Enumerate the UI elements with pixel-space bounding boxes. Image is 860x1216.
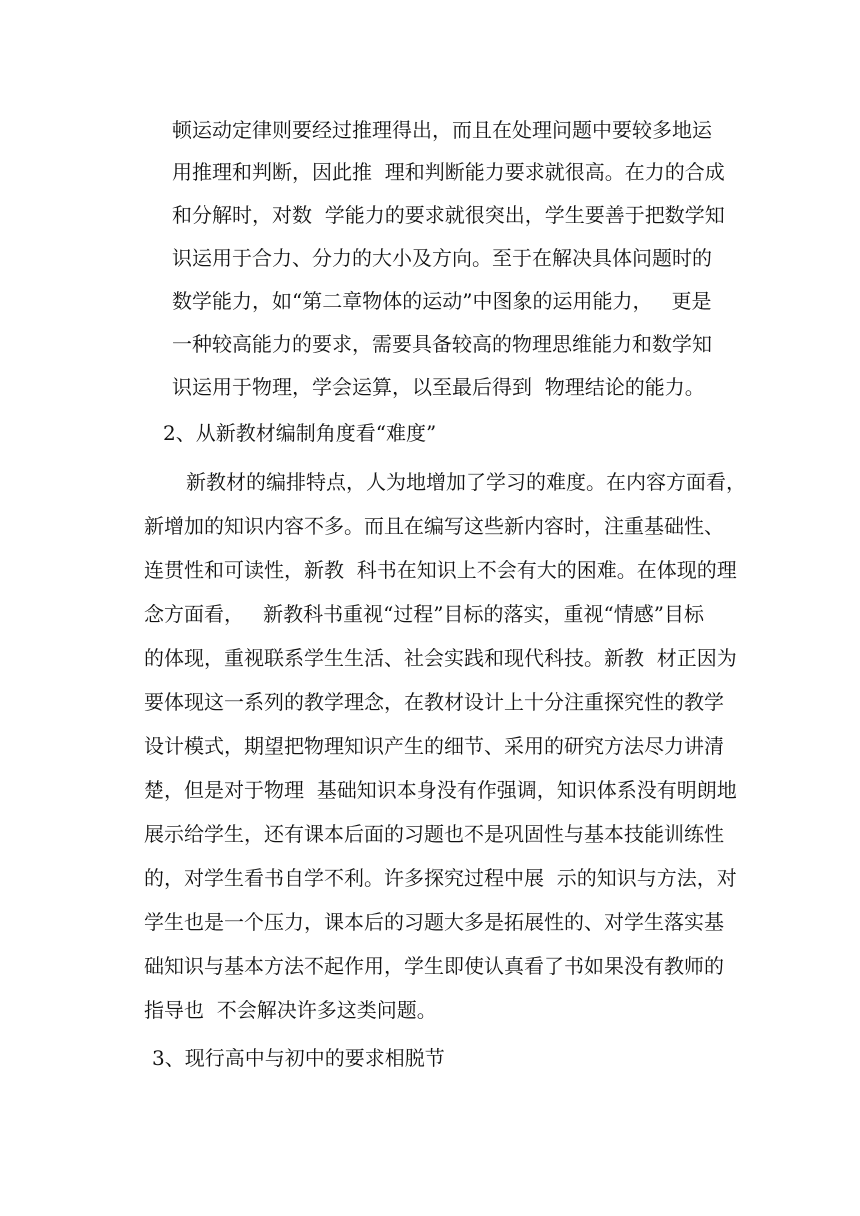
text-line: 础知识与基本方法不起作用，学生即使认真看了书如果没有教师的 bbox=[144, 954, 724, 978]
text-line: 识运用于合力、分力的大小及方向。至于在解决具体问题时的 bbox=[172, 246, 712, 270]
text-line: 的，对学生看书自学不利。许多探究过程中展 示的知识与方法，对 bbox=[144, 866, 737, 890]
text-line: 新增加的知识内容不多。而且在编写这些新内容时，注重基础性、 bbox=[144, 514, 724, 538]
text-line: 楚，但是对于物理 基础知识本身没有作强调，知识体系没有明朗地 bbox=[144, 778, 737, 802]
text-line: 的体现，重视联系学生生活、社会实践和现代科技。新教 材正因为 bbox=[144, 646, 737, 670]
text-line: 和分解时，对数 学能力的要求就很突出，学生要善于把数学知 bbox=[172, 203, 725, 227]
text-line: 设计模式，期望把物理知识产生的细节、采用的研究方法尽力讲清 bbox=[144, 734, 724, 758]
text-line: 连贯性和可读性，新教 科书在知识上不会有大的困难。在体现的理 bbox=[144, 558, 737, 582]
text-line: 念方面看， 新教科书重视“过程”目标的落实，重视“情感”目标 bbox=[144, 602, 704, 626]
section-heading: 3、现行高中与初中的要求相脱节 bbox=[152, 1046, 445, 1070]
text-line: 新教材的编排特点，人为地增加了学习的难度。在内容方面看， bbox=[186, 470, 746, 494]
text-line: 学生也是一个压力，课本后的习题大多是拓展性的、对学生落实基 bbox=[144, 910, 724, 934]
text-line: 一种较高能力的要求，需要具备较高的物理思维能力和数学知 bbox=[172, 332, 712, 356]
text-line: 识运用于物理，学会运算，以至最后得到 物理结论的能力。 bbox=[172, 375, 705, 399]
text-line: 用推理和判断，因此推 理和判断能力要求就很高。在力的合成 bbox=[172, 160, 725, 184]
text-line: 要体现这一系列的教学理念，在教材设计上十分注重探究性的教学 bbox=[144, 690, 724, 714]
text-line: 数学能力，如“第二章物体的运动”中图象的运用能力， 更是 bbox=[172, 289, 712, 313]
text-line: 展示给学生，还有课本后面的习题也不是巩固性与基本技能训练性 bbox=[144, 822, 724, 846]
text-line: 指导也 不会解决许多这类问题。 bbox=[144, 998, 437, 1022]
section-heading: 2、从新教材编制角度看“难度” bbox=[163, 421, 437, 445]
text-line: 顿运动定律则要经过推理得出，而且在处理问题中要较多地运 bbox=[172, 118, 712, 142]
